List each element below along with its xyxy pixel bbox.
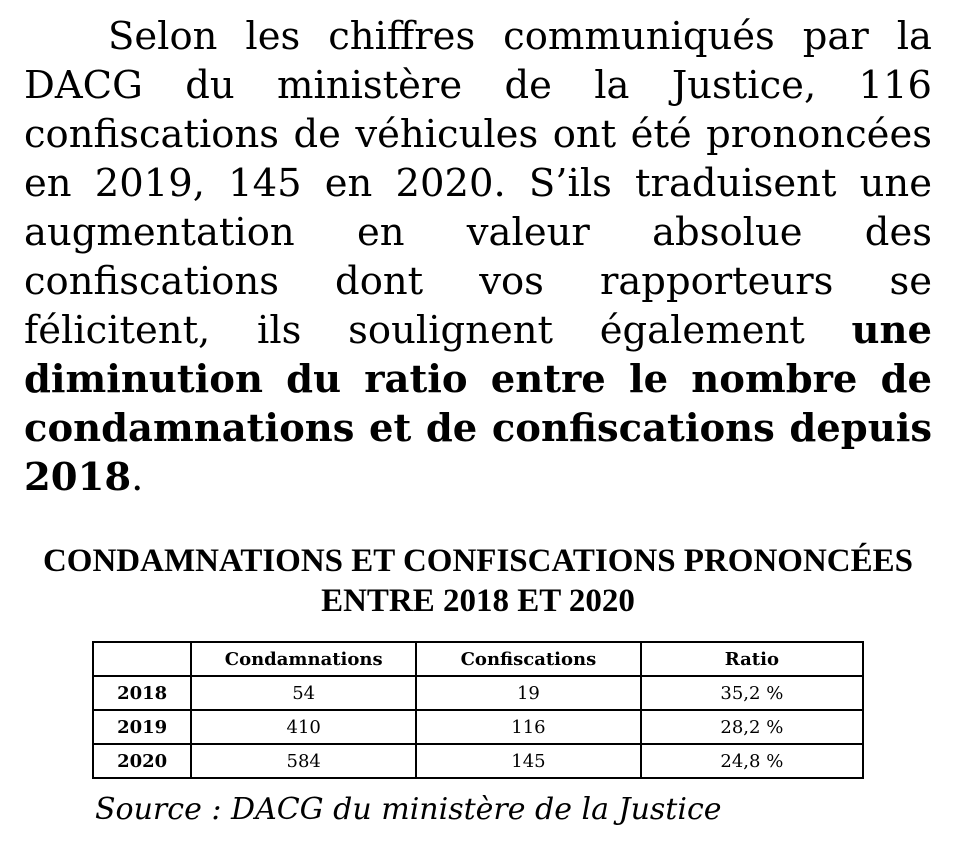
table-title-line-1: CONDAMNATIONS ET CONFISCATIONS PRONONCÉES [42, 543, 914, 579]
table-title [0, 541, 956, 621]
body-paragraph [24, 12, 932, 502]
ratio-cell: 24,8 % [641, 744, 863, 778]
header-ratio: Ratio [641, 642, 863, 676]
table-title-line-2: ENTRE 2018 ET 2020 [321, 583, 635, 619]
table-header-row [93, 642, 863, 676]
table-row [93, 676, 863, 710]
header-confiscations: Confiscations [416, 642, 641, 676]
confiscations-cell: 116 [416, 710, 641, 744]
paragraph-text: Selon les chiffres communiqués par la DACG du ministère de la Justice, 116 confiscations de véhicules ont été prononcées en 2019, 145 en 2020. S’ils traduisent une augmentation en valeur absolue des confiscations dont vos rapporteurs se félicitent, ils soulignent également [24, 14, 932, 353]
confiscations-cell: 19 [416, 676, 641, 710]
table-row [93, 744, 863, 778]
statistics-table [92, 641, 864, 779]
header-empty-cell [93, 642, 191, 676]
condamnations-cell: 54 [191, 676, 416, 710]
ratio-cell: 35,2 % [641, 676, 863, 710]
ratio-cell: 28,2 % [641, 710, 863, 744]
year-cell: 2019 [93, 710, 191, 744]
year-cell: 2020 [93, 744, 191, 778]
condamnations-cell: 584 [191, 744, 416, 778]
table-row [93, 710, 863, 744]
condamnations-cell: 410 [191, 710, 416, 744]
header-condamnations: Condamnations [191, 642, 416, 676]
confiscations-cell: 145 [416, 744, 641, 778]
paragraph-end: . [131, 455, 144, 500]
paragraph-bold-text: une diminution du ratio entre le nombre de condamnations et de confiscations depuis 2018 [24, 308, 932, 500]
year-cell: 2018 [93, 676, 191, 710]
source-note: Source : DACG du ministère de la Justice [95, 792, 722, 827]
